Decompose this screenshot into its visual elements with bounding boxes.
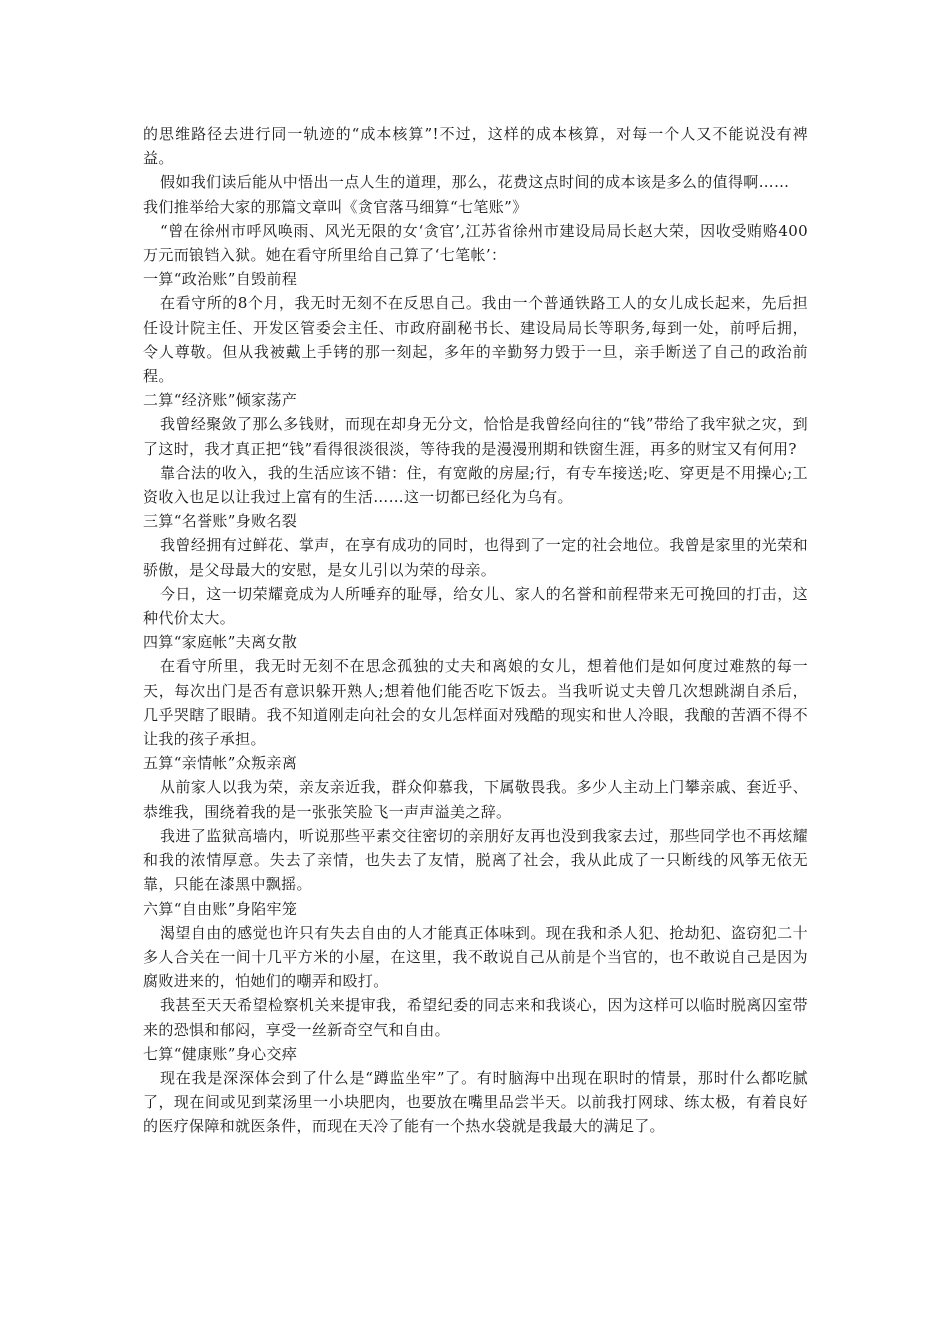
paragraph: 我曾经拥有过鲜花、掌声，在享有成功的同时，也得到了一定的社会地位。我曾是家里的光荣和骄傲，是父母最大的安慰，是女儿引以为荣的母亲。 [143,536,808,579]
paragraph: “曾在徐州市呼风唤雨、风光无限的女‘贪官’,江苏省徐州市建设局局长赵大荣，因收受贿赂400万元而锒铛入狱。她在看守所里给自己算了‘七笔帐’： [143,221,808,265]
paragraph: 从前家人以我为荣，亲友亲近我，群众仰慕我，下属敬畏我。多少人主动上门攀亲戚、套近乎、恭维我，围绕着我的是一张张笑脸飞一声声溢美之辞。 [143,778,808,821]
paragraph: 渴望自由的感觉也许只有失去自由的人才能真正体味到。现在我和杀人犯、抢劫犯、盗窃犯二十多人合关在一间十几平方米的小屋，在这里，我不敢说自己从前是个当官的，也不敢说自己是因为腐败进来的，怕她们的嘲弄和殴打。 [143,923,808,991]
section-heading: 一算“政治账”自毁前程 [143,270,298,289]
paragraph: 的思维路径去进行同一轨迹的“成本核算”!不过，这样的成本核算，对每一个人又不能说没有裨益。 [143,125,808,168]
paragraph: 我曾经聚敛了那么多钱财，而现在却身无分文，恰恰是我曾经向往的“钱”带给了我牢狱之灾，到了这时，我才真正把“钱”看得很淡很淡，等待我的是漫漫刑期和铁窗生涯，再多的财宝又有何用? [143,415,808,458]
paragraph: 靠合法的收入，我的生活应该不错：住，有宽敞的房屋;行，有专车接送;吃、穿更是不用操心;工资收入也足以让我过上富有的生活……这一切都已经化为乌有。 [143,463,808,507]
paragraph: 现在我是深深体会到了什么是“蹲监坐牢”了。有时脑海中出现在职时的情景，那时什么都吃腻了，现在间或见到菜汤里一小块肥肉，也要放在嘴里品尝半天。以前我打网球、练太极，有着良好的医疗保障和就医条件，而现在天冷了能有一个热水袋就是我最大的满足了。 [143,1068,808,1136]
section-heading: 五算“亲情帐”众叛亲离 [143,754,298,773]
paragraph: 假如我们读后能从中悟出一点人生的道理，那么，花费这点时间的成本该是多么的值得啊…… [160,173,790,192]
section-heading: 七算“健康账”身心交瘁 [143,1044,298,1063]
paragraph: 我甚至天天希望检察机关来提审我，希望纪委的同志来和我谈心，因为这样可以临时脱离囚室带来的恐惧和郁闷，享受一丝新奇空气和自由。 [143,996,808,1039]
section-heading: 四算“家庭帐”夫离女散 [143,633,298,652]
section-heading: 六算“自由账”身陷牢笼 [143,899,298,918]
paragraph: 在看守所里，我无时无刻不在思念孤独的丈夫和离娘的女儿，想着他们是如何度过难熬的每一天，每次出门是否有意识躲开熟人;想着他们能否吃下饭去。当我听说丈夫曾几次想跳湖自杀后，几乎哭瞎了眼睛。我不知道刚走向社会的女儿怎样面对残酷的现实和世人冷眼，我酿的苦酒不得不让我的孩子承担。 [143,657,808,749]
paragraph: 我进了监狱高墙内，听说那些平素交往密切的亲朋好友再也没到我家去过，那些同学也不再炫耀和我的浓情厚意。失去了亲情，也失去了友情，脱离了社会，我从此成了一只断线的风筝无依无靠，只能在漆黑中飘摇。 [143,826,808,894]
article-title-line: 我们推举给大家的那篇文章叫《贪官落马细算“七笔账”》 [143,197,528,216]
section-heading: 二算“经济账”倾家荡产 [143,391,298,410]
paragraph: 在看守所的8个月，我无时无刻不在反思自己。我由一个普通铁路工人的女儿成长起来，先后担任设计院主任、开发区管委会主任、市政府副秘书长、建设局局长等职务,每到一处，前呼后拥，令人尊敬。但从我被戴上手铐的那一刻起，多年的辛勤努力毁于一旦，亲手断送了自己的政治前程。 [143,294,808,386]
paragraph: 今日，这一切荣耀竟成为人所唾弃的耻辱，给女儿、家人的名誉和前程带来无可挽回的打击，这种代价太大。 [143,584,808,628]
document-page [143,122,808,1139]
section-heading: 三算“名誉账”身败名裂 [143,512,298,531]
